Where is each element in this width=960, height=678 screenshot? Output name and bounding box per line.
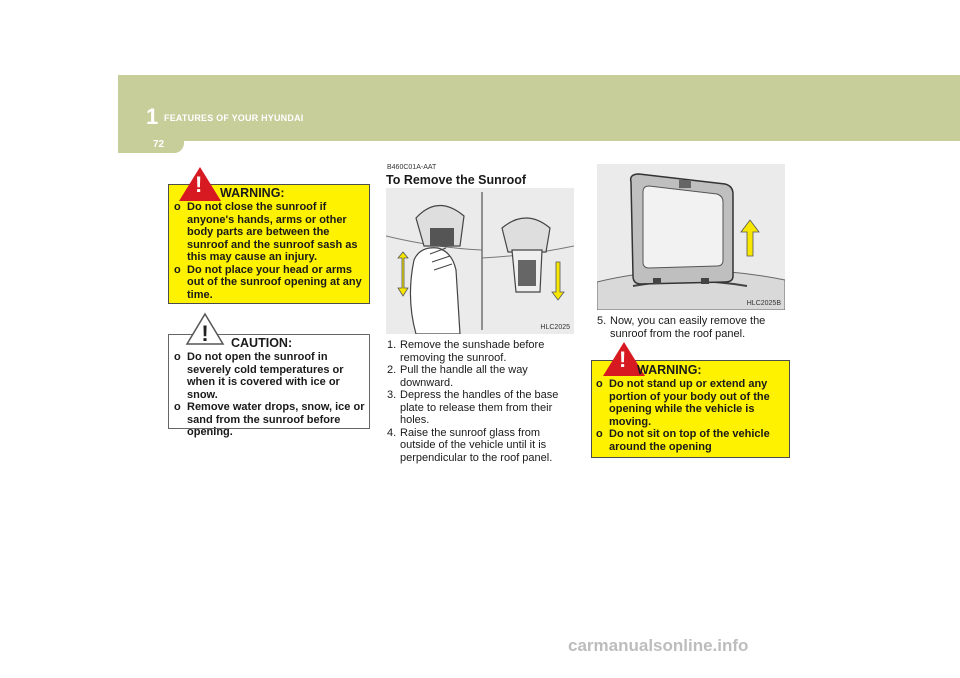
list-item: o Remove water drops, snow, ice or sand from the sunroof before opening. bbox=[174, 401, 365, 438]
list-item: o Do not close the sunroof if anyone's hands, arms or other body parts are between the sunroof and the sunroof sash as this may cause an injury. bbox=[174, 201, 358, 263]
list-item: 1. Remove the sunshade before removing the sunroof. bbox=[387, 339, 545, 364]
list-item: o Do not sit on top of the vehicle around the opening bbox=[596, 428, 770, 453]
page-number-tab bbox=[118, 133, 184, 153]
warning-mark: ! bbox=[619, 347, 627, 372]
warning-list bbox=[596, 378, 786, 453]
list-item: 2. Pull the handle all the way downward. bbox=[387, 364, 528, 389]
list-item: 5. Now, you can easily remove the sunroof from the roof panel. bbox=[597, 315, 766, 340]
caution-triangle-icon bbox=[185, 312, 225, 346]
section-title: To Remove the Sunroof bbox=[386, 173, 527, 187]
illustration-sunroof bbox=[597, 164, 785, 310]
figure-code: HLC2025 bbox=[540, 324, 570, 331]
list-item: 3. Depress the handles of the base plate to release them from their holes. bbox=[387, 389, 559, 426]
caution-mark: ! bbox=[201, 321, 209, 346]
warning-title: WARNING: bbox=[637, 363, 702, 377]
removal-steps bbox=[387, 339, 575, 464]
page-number: 72 bbox=[153, 139, 165, 150]
caution-title: CAUTION: bbox=[231, 336, 293, 350]
list-item: 4. Raise the sunroof glass from outside of the vehicle until it is perpendicular to the roof panel. bbox=[387, 426, 553, 464]
figure-code: HLC2025B bbox=[746, 300, 781, 307]
warning-list bbox=[174, 201, 366, 301]
warning-title: WARNING: bbox=[220, 186, 285, 200]
chapter-number: 1 bbox=[146, 104, 159, 129]
section-code: B460C01A-AAT bbox=[387, 164, 437, 171]
figure-sunroof-raised bbox=[597, 164, 785, 310]
header-band bbox=[118, 75, 960, 141]
final-step bbox=[597, 315, 785, 340]
list-item: o Do not stand up or extend any portion of your body out of the opening while the vehicle is moving. bbox=[596, 378, 770, 428]
list-item: o Do not place your head or arms out of the sunroof opening at any time. bbox=[174, 263, 362, 301]
caution-list bbox=[174, 351, 366, 439]
list-item: o Do not open the sunroof in severely cold temperatures or when it is covered with ice or snow. bbox=[174, 351, 344, 401]
illustration-handle bbox=[386, 188, 574, 334]
chapter-title: FEATURES OF YOUR HYUNDAI bbox=[164, 113, 304, 123]
watermark: carmanualsonline.info bbox=[568, 636, 749, 655]
warning-mark: ! bbox=[195, 172, 203, 197]
figure-sunroof-handle bbox=[386, 188, 574, 334]
